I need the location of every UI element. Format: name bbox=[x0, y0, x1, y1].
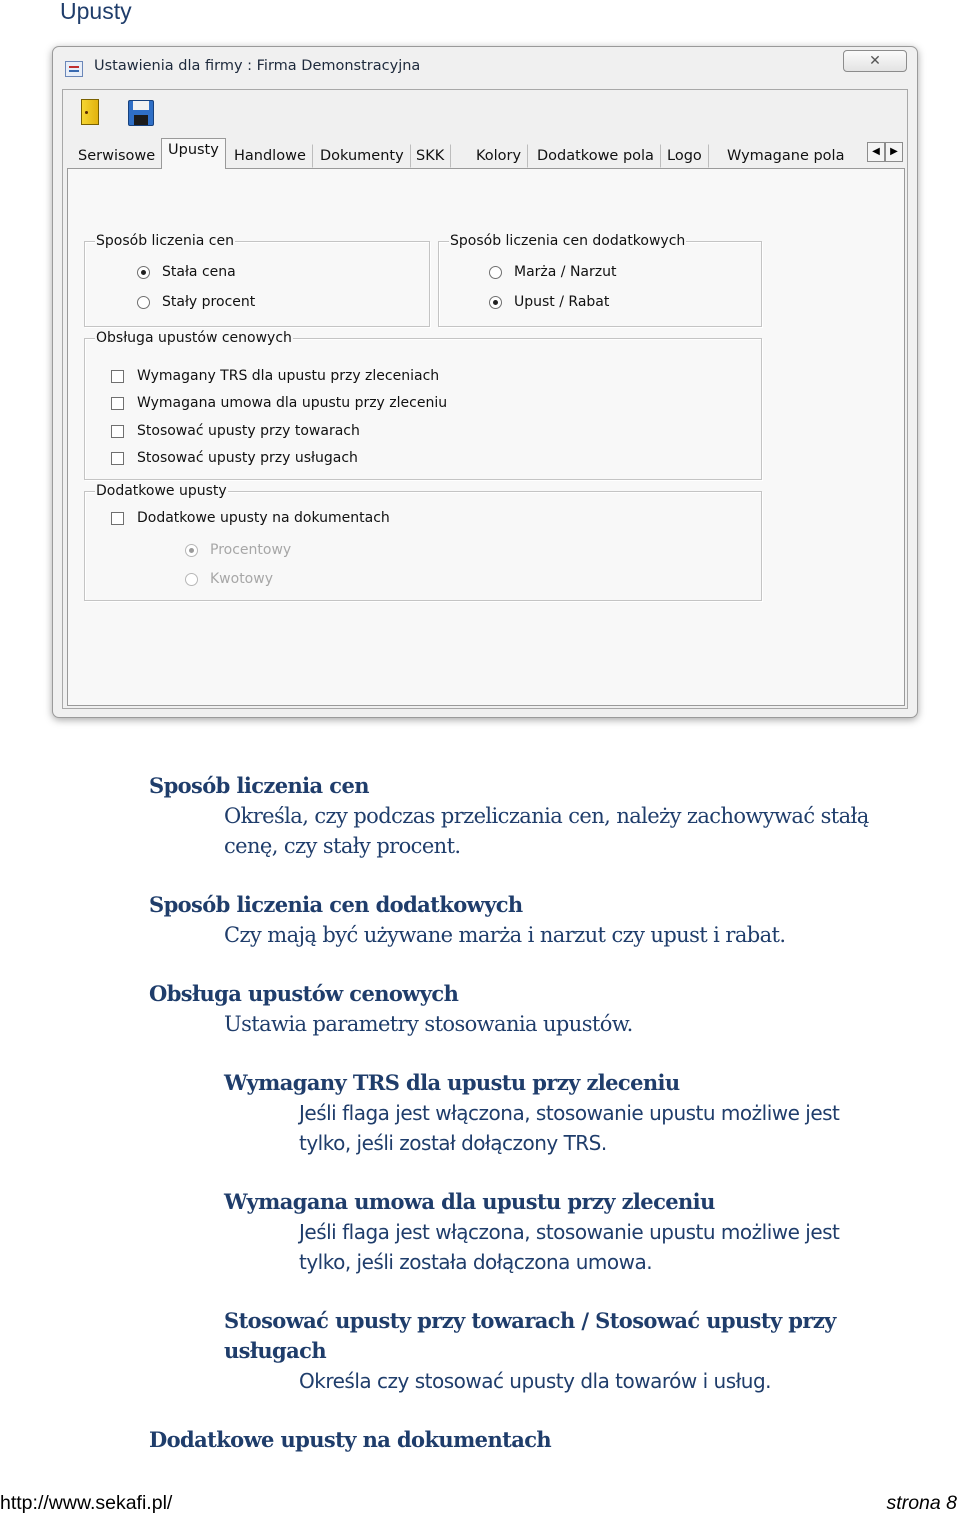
checkbox-label: Wymagany TRS dla upustu przy zleceniach bbox=[137, 368, 440, 384]
tab-scroll-left-icon[interactable]: ◀ bbox=[867, 142, 885, 162]
checkbox-discount-services[interactable] bbox=[111, 450, 358, 466]
checkbox-trs-required[interactable] bbox=[111, 368, 439, 384]
radio-label: Procentowy bbox=[210, 542, 292, 558]
group-extra-discounts bbox=[84, 483, 762, 601]
group-legend: Sposób liczenia cen dodatkowych bbox=[450, 233, 686, 249]
radio-label: Kwotowy bbox=[210, 571, 273, 587]
footer-page-number: strona 8 bbox=[886, 1492, 957, 1514]
term-discount-goods-services: Stosować upusty przy towarach / Stosować upusty przy bbox=[224, 1308, 836, 1333]
tab-dodatkowe-pola[interactable]: Dodatkowe pola bbox=[530, 144, 661, 168]
term-pricing-method: Sposób liczenia cen bbox=[149, 773, 369, 798]
checkbox-contract-required[interactable] bbox=[111, 395, 447, 411]
tab-serwisowe[interactable]: Serwisowe bbox=[71, 144, 162, 168]
group-discount-handling bbox=[84, 330, 762, 480]
radio-unchecked-icon[interactable] bbox=[185, 573, 198, 586]
save-disk-icon[interactable] bbox=[125, 97, 157, 129]
toolbar bbox=[63, 90, 907, 136]
group-legend: Dodatkowe upusty bbox=[96, 483, 227, 499]
radio-label: Upust / Rabat bbox=[514, 294, 610, 310]
tab-scroll-right-icon[interactable]: ▶ bbox=[885, 142, 903, 162]
window-client-area bbox=[62, 89, 908, 709]
description-line: Określa czy stosować upusty dla towarów i usług. bbox=[299, 1369, 772, 1393]
group-pricing-method bbox=[84, 233, 430, 327]
radio-label: Stała cena bbox=[162, 264, 236, 280]
radio-discount-rebate[interactable] bbox=[489, 294, 609, 310]
window-titlebar[interactable] bbox=[53, 47, 917, 87]
exit-door-icon[interactable] bbox=[73, 97, 105, 129]
checkbox-extra-discounts-documents[interactable] bbox=[111, 510, 390, 526]
tab-skk[interactable]: SKK bbox=[409, 144, 451, 168]
description-line: Czy mają być używane marża i narzut czy upust i rabat. bbox=[224, 923, 786, 947]
checkbox-label: Stosować upusty przy towarach bbox=[137, 423, 360, 439]
radio-fixed-percent[interactable] bbox=[137, 294, 255, 310]
tab-strip bbox=[67, 138, 905, 168]
description-line: Jeśli flaga jest włączona, stosowanie upustu możliwe jest bbox=[299, 1220, 840, 1244]
group-legend: Obsługa upustów cenowych bbox=[96, 330, 292, 346]
checkbox-unchecked-icon[interactable] bbox=[111, 425, 124, 438]
footer-url[interactable]: http://www.sekafi.pl/ bbox=[0, 1492, 173, 1514]
radio-unchecked-icon[interactable] bbox=[137, 296, 150, 309]
term-discount-handling: Obsługa upustów cenowych bbox=[149, 981, 459, 1006]
term-additional-pricing: Sposób liczenia cen dodatkowych bbox=[149, 892, 523, 917]
radio-amount[interactable] bbox=[185, 571, 273, 587]
checkbox-unchecked-icon[interactable] bbox=[111, 397, 124, 410]
page-heading: Upusty bbox=[60, 0, 132, 24]
term-trs-required: Wymagany TRS dla upustu przy zleceniu bbox=[224, 1070, 680, 1095]
app-icon bbox=[65, 61, 83, 77]
checkbox-discount-goods[interactable] bbox=[111, 423, 360, 439]
tab-dokumenty[interactable]: Dokumenty bbox=[313, 144, 411, 168]
checkbox-unchecked-icon[interactable] bbox=[111, 370, 124, 383]
checkbox-unchecked-icon[interactable] bbox=[111, 512, 124, 525]
tab-logo[interactable]: Logo bbox=[660, 144, 709, 168]
close-button[interactable]: ✕ bbox=[843, 50, 907, 72]
description-line: Ustawia parametry stosowania upustów. bbox=[224, 1012, 633, 1036]
description-line: Określa, czy podczas przeliczania cen, należy zachowywać stałą bbox=[224, 804, 869, 828]
description-line: tylko, jeśli został dołączony TRS. bbox=[299, 1131, 607, 1155]
tab-wymagane-pola[interactable]: Wymagane pola bbox=[727, 148, 845, 164]
group-additional-pricing bbox=[438, 233, 762, 327]
window-title: Ustawienia dla firmy : Firma Demonstracyjna bbox=[94, 58, 421, 74]
settings-window bbox=[52, 46, 918, 718]
tab-scroll-buttons bbox=[867, 142, 903, 162]
radio-unchecked-icon[interactable] bbox=[489, 266, 502, 279]
checkbox-label: Dodatkowe upusty na dokumentach bbox=[137, 510, 390, 526]
radio-margin-markup[interactable] bbox=[489, 264, 616, 280]
checkbox-label: Stosować upusty przy usługach bbox=[137, 450, 358, 466]
tab-handlowe[interactable]: Handlowe bbox=[227, 144, 313, 168]
tab-page-upusty bbox=[67, 168, 905, 706]
tab-upusty[interactable]: Upusty bbox=[161, 138, 226, 169]
checkbox-unchecked-icon[interactable] bbox=[111, 452, 124, 465]
radio-checked-icon[interactable] bbox=[489, 296, 502, 309]
radio-label: Marża / Narzut bbox=[514, 264, 617, 280]
description-line: cenę, czy stały procent. bbox=[224, 834, 461, 858]
tab-kolory[interactable]: Kolory bbox=[469, 144, 528, 168]
checkbox-label: Wymagana umowa dla upustu przy zleceniu bbox=[137, 395, 448, 411]
term-extra-discounts: Dodatkowe upusty na dokumentach bbox=[149, 1427, 552, 1452]
term-contract-required: Wymagana umowa dla upustu przy zleceniu bbox=[224, 1189, 715, 1214]
group-legend: Sposób liczenia cen bbox=[96, 233, 234, 249]
radio-checked-icon[interactable] bbox=[137, 266, 150, 279]
radio-fixed-price[interactable] bbox=[137, 264, 236, 280]
description-line: tylko, jeśli została dołączona umowa. bbox=[299, 1250, 653, 1274]
radio-percentage[interactable] bbox=[185, 542, 291, 558]
term-discount-goods-services-cont: usługach bbox=[224, 1338, 326, 1363]
radio-checked-icon[interactable] bbox=[185, 544, 198, 557]
radio-label: Stały procent bbox=[162, 294, 256, 310]
description-line: Jeśli flaga jest włączona, stosowanie upustu możliwe jest bbox=[299, 1101, 840, 1125]
